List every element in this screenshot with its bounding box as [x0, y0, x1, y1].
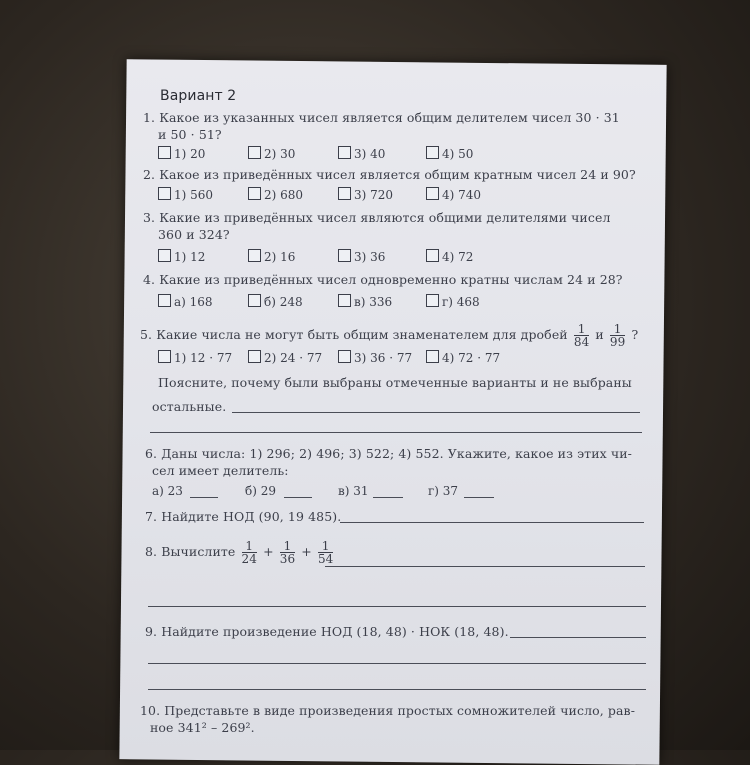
- checkbox-icon[interactable]: [338, 146, 351, 159]
- answer-line[interactable]: [325, 566, 645, 567]
- fraction-1-99: $\frac{1}{99}$: [609, 322, 626, 349]
- answer-line[interactable]: [148, 663, 646, 664]
- q2-option-2[interactable]: 2) 680: [248, 187, 303, 202]
- q4-option-b[interactable]: б) 248: [248, 294, 303, 309]
- q5-text: 5. Какие числа не могут быть общим знаменателем для дробей $\frac{1}{84}$ и $\frac{1}{99}$ ?: [140, 322, 639, 349]
- q5-option-3[interactable]: 3) 36 · 77: [338, 350, 412, 365]
- q9-text: 9. Найдите произведение НОД (18, 48) · НОК (18, 48).: [145, 624, 509, 639]
- q6-option-a: а) 23: [152, 484, 183, 498]
- answer-line[interactable]: [284, 497, 312, 498]
- q5-option-2[interactable]: 2) 24 · 77: [248, 350, 322, 365]
- q6-option-b: б) 29: [245, 484, 276, 498]
- checkbox-icon[interactable]: [158, 294, 171, 307]
- checkbox-icon[interactable]: [158, 146, 171, 159]
- checkbox-icon[interactable]: [426, 294, 439, 307]
- fraction-1-36: $\frac{1}{36}$: [279, 539, 296, 566]
- checkbox-icon[interactable]: [426, 146, 439, 159]
- checkbox-icon[interactable]: [338, 187, 351, 200]
- checkbox-icon[interactable]: [248, 187, 261, 200]
- q3-text: 3. Какие из приведённых чисел являются общими делителями чисел: [143, 210, 611, 225]
- answer-line[interactable]: [373, 497, 403, 498]
- checkbox-icon[interactable]: [338, 294, 351, 307]
- q3-option-4[interactable]: 4) 72: [426, 249, 473, 264]
- q2-option-4[interactable]: 4) 740: [426, 187, 481, 202]
- checkbox-icon[interactable]: [158, 187, 171, 200]
- q3-option-1[interactable]: 1) 12: [158, 249, 205, 264]
- q2-option-3[interactable]: 3) 720: [338, 187, 393, 202]
- q6-text: 6. Даны числа: 1) 296; 2) 496; 3) 522; 4) 552. Укажите, какое из этих чи-: [145, 446, 632, 461]
- q1-option-3[interactable]: 3) 40: [338, 146, 385, 161]
- answer-line[interactable]: [148, 689, 646, 690]
- fraction-1-54: $\frac{1}{54}$: [317, 539, 334, 566]
- answer-line[interactable]: [150, 432, 642, 433]
- q6-text-cont: сел имеет делитель:: [152, 463, 289, 478]
- fraction-1-84: $\frac{1}{84}$: [573, 322, 590, 349]
- answer-line[interactable]: [232, 412, 640, 413]
- checkbox-icon[interactable]: [158, 249, 171, 262]
- q5-explain-cont: остальные.: [152, 399, 227, 414]
- q3-option-2[interactable]: 2) 16: [248, 249, 295, 264]
- q8-text: 8. Вычислите $\frac{1}{24}$ + $\frac{1}{36}$ + $\frac{1}{54}$: [145, 539, 334, 566]
- q4-option-d[interactable]: г) 468: [426, 294, 480, 309]
- q4-text: 4. Какие из приведённых чисел одновременно кратны числам 24 и 28?: [143, 272, 623, 287]
- q4-option-a[interactable]: а) 168: [158, 294, 213, 309]
- answer-line[interactable]: [510, 637, 646, 638]
- q7-text: 7. Найдите НОД (90, 19 485).: [145, 509, 342, 524]
- answer-line[interactable]: [464, 497, 494, 498]
- q10-text: 10. Представьте в виде произведения простых сомножителей число, рав-: [140, 703, 636, 718]
- answer-line[interactable]: [340, 522, 644, 523]
- checkbox-icon[interactable]: [248, 350, 261, 363]
- q6-option-d: г) 37: [428, 484, 459, 498]
- q1-text: 1. Какое из указанных чисел является общим делителем чисел 30 · 31: [143, 110, 620, 125]
- q2-text: 2. Какое из приведённых чисел является общим кратным чисел 24 и 90?: [143, 167, 636, 182]
- checkbox-icon[interactable]: [426, 350, 439, 363]
- checkbox-icon[interactable]: [248, 294, 261, 307]
- answer-line[interactable]: [148, 606, 646, 607]
- answer-line[interactable]: [190, 497, 218, 498]
- variant-title: Вариант 2: [160, 88, 237, 104]
- q5-explain: Поясните, почему были выбраны отмеченные варианты и не выбраны: [158, 375, 632, 390]
- checkbox-icon[interactable]: [158, 350, 171, 363]
- q1-text-cont: и 50 · 51?: [158, 127, 222, 142]
- checkbox-icon[interactable]: [338, 350, 351, 363]
- q5-option-4[interactable]: 4) 72 · 77: [426, 350, 500, 365]
- checkbox-icon[interactable]: [248, 146, 261, 159]
- fraction-1-24: $\frac{1}{24}$: [241, 539, 257, 566]
- q1-option-2[interactable]: 2) 30: [248, 146, 295, 161]
- q2-option-1[interactable]: 1) 560: [158, 187, 213, 202]
- q5-option-1[interactable]: 1) 12 · 77: [158, 350, 232, 365]
- q10-text-cont: ное 341² – 269².: [150, 720, 255, 735]
- q3-text-cont: 360 и 324?: [158, 227, 230, 242]
- checkbox-icon[interactable]: [426, 187, 439, 200]
- q1-option-1[interactable]: 1) 20: [158, 146, 205, 161]
- q1-option-4[interactable]: 4) 50: [426, 146, 473, 161]
- checkbox-icon[interactable]: [426, 249, 439, 262]
- checkbox-icon[interactable]: [338, 249, 351, 262]
- q3-option-3[interactable]: 3) 36: [338, 249, 385, 264]
- q6-option-c: в) 31: [338, 484, 369, 498]
- checkbox-icon[interactable]: [248, 249, 261, 262]
- q4-option-c[interactable]: в) 336: [338, 294, 392, 309]
